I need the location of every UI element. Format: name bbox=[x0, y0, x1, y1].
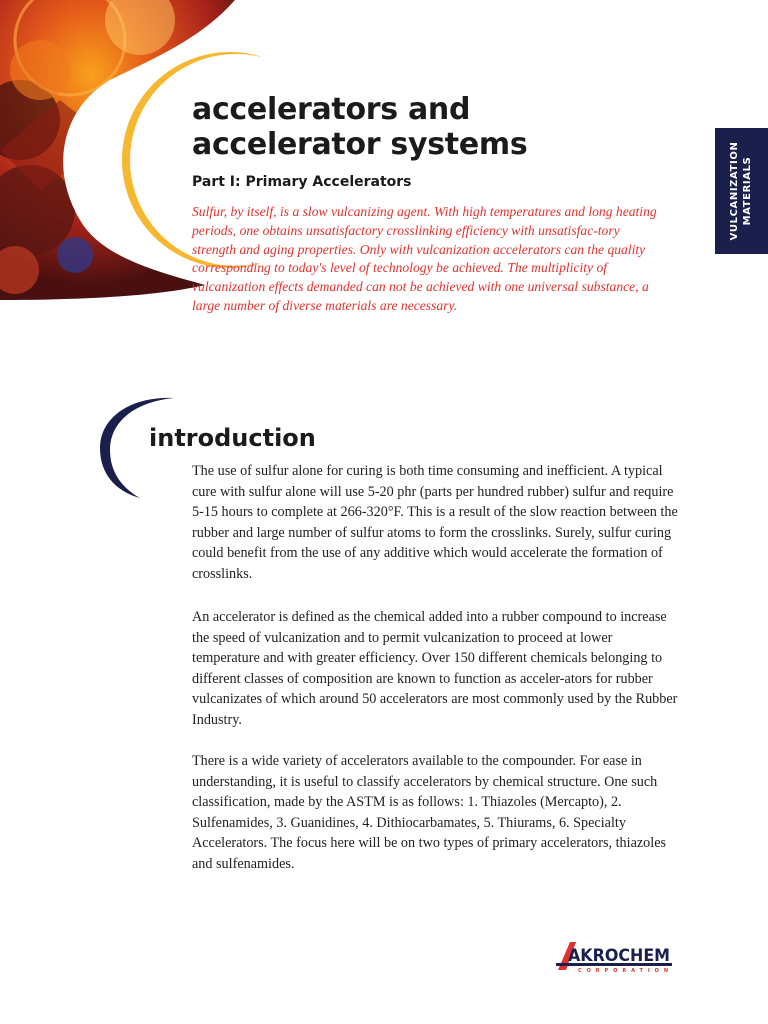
akrochem-logo bbox=[556, 936, 672, 974]
side-tab-label bbox=[728, 142, 754, 241]
body-paragraph-1: The use of sulfur alone for curing is both time consuming and inefficient. A typical cure with sulfur alone will use 5-20 phr (parts per hundred rubber) sulfur and require 5-15 hours to complete at 266-320°F. This is a result of the slow reaction between the rubber and large number of sulfur atoms to form the crosslinks. Surely, sulfur curing could benefit from the use of any additive which would accelerate the formation of crosslinks. bbox=[192, 463, 678, 582]
section-heading: introduction bbox=[149, 424, 316, 452]
side-tab-line-1: VULCANIZATION bbox=[729, 141, 740, 241]
logo-wordmark: AKROCHEM bbox=[568, 946, 670, 966]
page-title bbox=[192, 92, 527, 162]
body-paragraph-3: There is a wide variety of accelerators available to the compounder. For ease in understanding, it is useful to classify accelerators by chemical structure. One such classification, made by the ASTM is as follows: 1. Thiazoles (Mercapto), 2. Sulfenamides, 3. Guanidines, 4. Dithiocarbamates, 5. Thiurams, 6. Specialty Accelerators. The focus here will be on two types of primary accelerators, thiazoles and sulfenamides. bbox=[192, 753, 667, 872]
title-line-1: accelerators and bbox=[192, 92, 471, 127]
side-tab-line-2: MATERIALS bbox=[742, 156, 753, 226]
page-subtitle: Part I: Primary Accelerators bbox=[192, 174, 412, 190]
logo-tagline: CORPORATION bbox=[578, 968, 668, 974]
intro-paragraph: Sulfur, by itself, is a slow vulcanizing agent. With high temperatures and long heating periods, one obtains unsatisfactory crosslinking efficiency with unsatisfac-tory strength and aging properties. Only with vulcanization accelerators can the quality corresponding to today's level of technology be achieved. The multiplicity of vulcanization effects demanded can not be achieved with one universal substance, a large number of diverse materials are necessary. bbox=[192, 204, 657, 313]
body-paragraph-2: An accelerator is defined as the chemical added into a rubber compound to increase the speed of vulcanization and to permit vulcanization to proceed at lower temperature and with greater efficiency. Over 150 different chemicals belonging to different classes of composition are known to function as acceler-ators for rubber vulcanizates of which around 50 accelerators are most commonly used by the Rubber Industry. bbox=[192, 609, 678, 728]
title-line-2: accelerator systems bbox=[192, 127, 528, 162]
section-side-tab bbox=[715, 128, 768, 254]
